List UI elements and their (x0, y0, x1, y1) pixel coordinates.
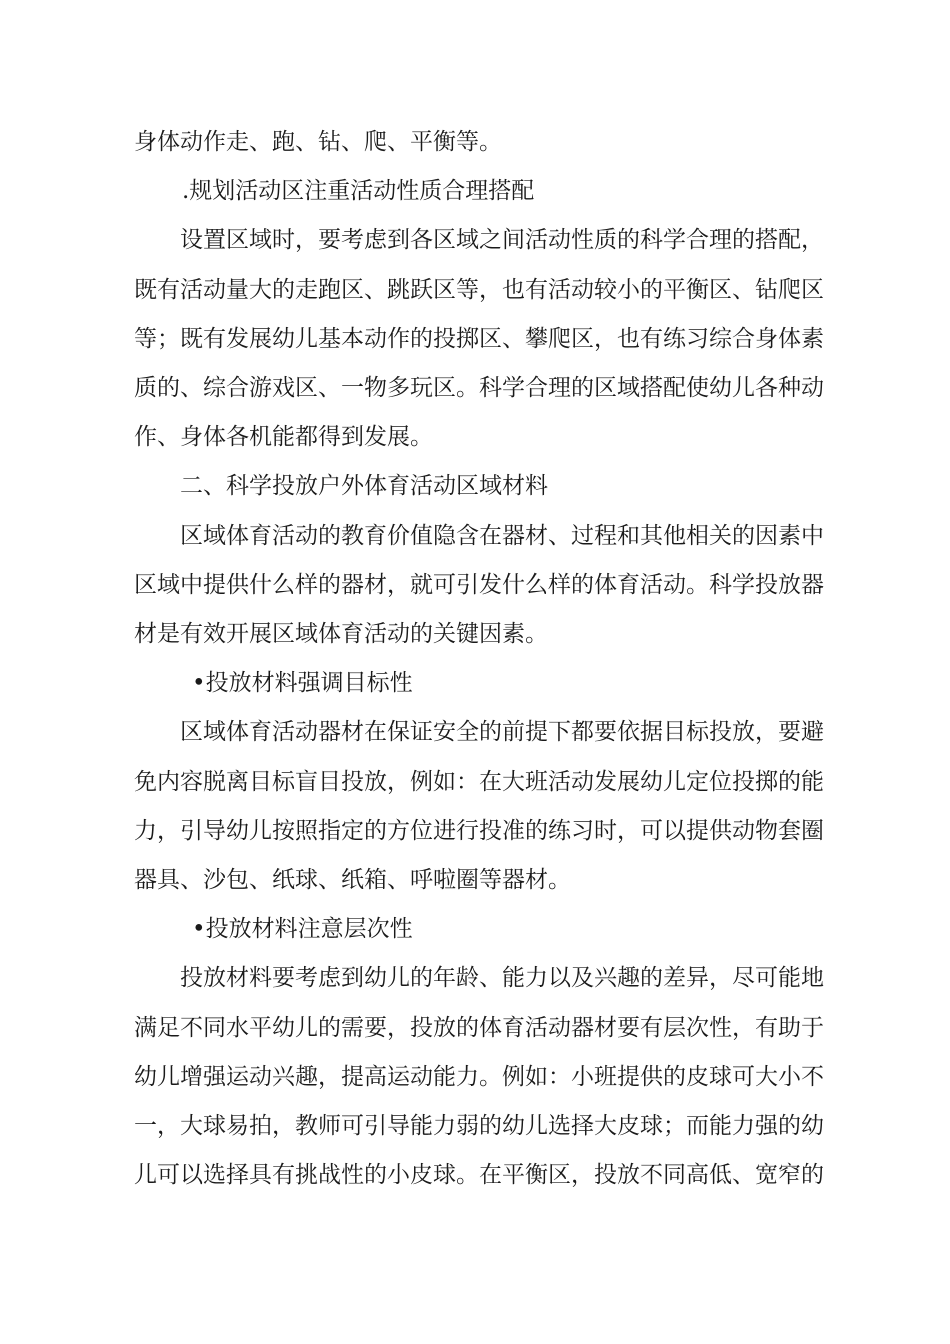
document-body (134, 118, 824, 1200)
bullet-heading-goal: •投放材料强调目标性 (192, 670, 413, 697)
paragraph-continuation: 身体动作走、跑、钻、爬、平衡等。 (134, 129, 502, 155)
bullet-heading-levels: •投放材料注意层次性 (192, 916, 413, 943)
paragraph-equipment-value: 区域体育活动的教育价值隐含在器材、过程和其他相关的因素中区域中提供什么样的器材，就可引发什么样的体育活动。科学投放器材是有效开展区域体育活动的关键因素。 (134, 522, 824, 648)
paragraph-goal-materials: 区域体育活动器材在保证安全的前提下都要依据目标投放，要避免内容脱离目标盲目投放，例如：在大班活动发展幼儿定位投掷的能力，引导幼儿按照指定的方位进行投准的练习时，可以提供动物套圈器具、沙包、纸球、纸箱、呼啦圈等器材。 (134, 719, 824, 894)
paragraph-area-setup: 设置区域时，要考虑到各区域之间活动性质的科学合理的搭配，既有活动量大的走跑区、跳跃区等，也有活动较小的平衡区、钻爬区等；既有发展幼儿基本动作的投掷区、攀爬区，也有练习综合身体素质的、综合游戏区、一物多玩区。科学合理的区域搭配使幼儿各种动作、身体各机能都得到发展。 (134, 227, 824, 451)
section-heading-materials: 二、科学投放户外体育活动区域材料 (180, 473, 548, 500)
paragraph-level-materials: 投放材料要考虑到幼儿的年龄、能力以及兴趣的差异，尽可能地满足不同水平幼儿的需要，投放的体育活动器材要有层次性，有助于幼儿增强运动兴趣，提高运动能力。例如：小班提供的皮球可大小不一，大球易拍，教师可引导能力弱的幼儿选择大皮球；而能力强的幼儿可以选择具有挑战性的小皮球。在平衡区，投放不同高低、宽窄的 (134, 965, 824, 1189)
subheading-activity-pairing: .规划活动区注重活动性质合理搭配 (182, 178, 535, 205)
